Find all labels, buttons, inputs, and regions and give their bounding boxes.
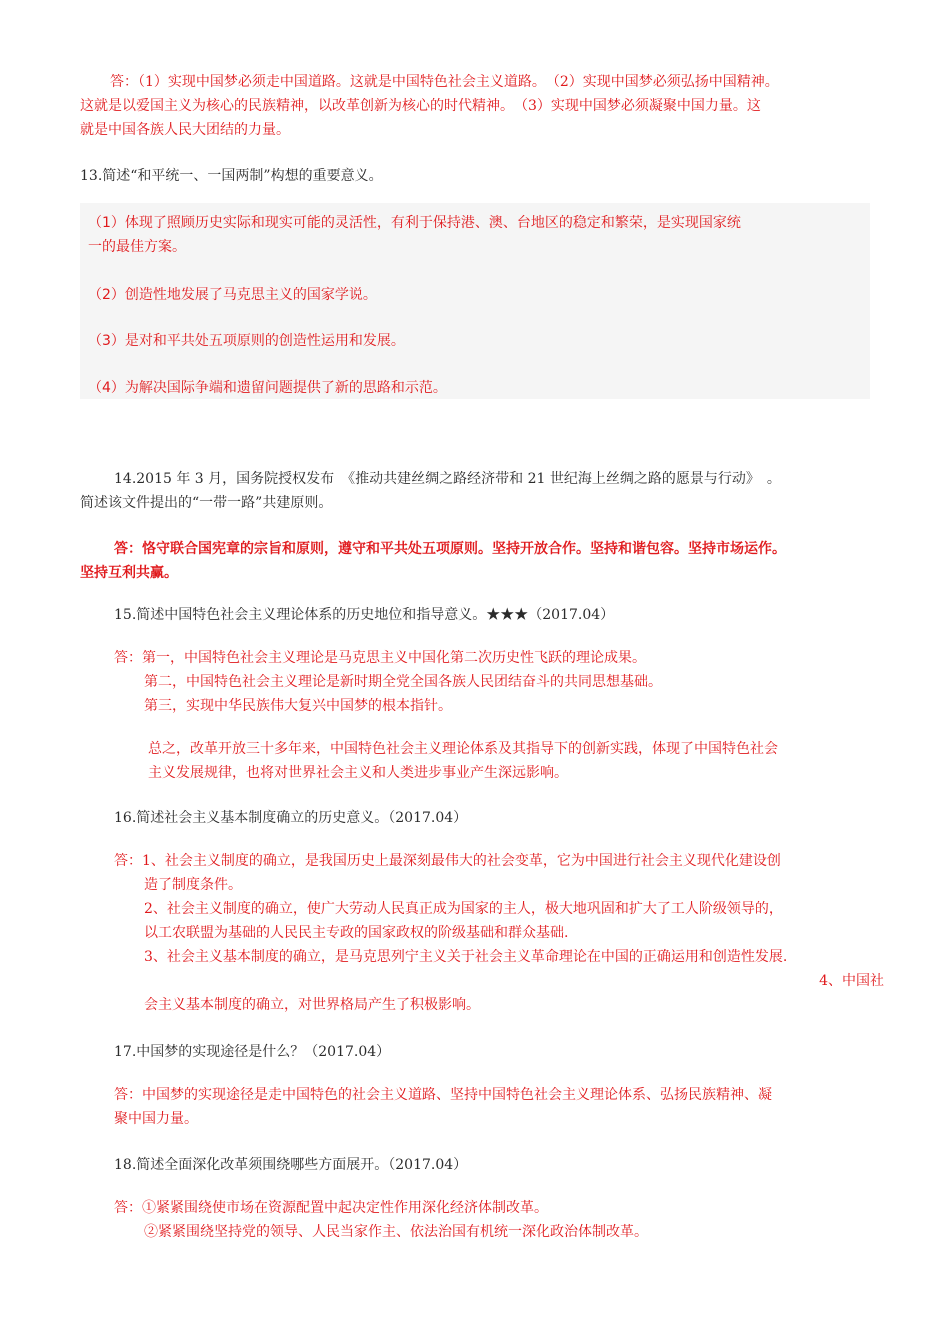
answer-16-point-4-end: 会主义基本制度的确立，对世界格局产生了积极影响。: [144, 997, 480, 1013]
answer-12-line3: 就是中国各族人民大团结的力量。: [80, 122, 290, 138]
answer-15-point-3: 第三，实现中华民族伟大复兴中国梦的根本指针。: [144, 698, 452, 714]
question-18: 18.简述全面深化改革须围绕哪些方面展开。（2017.04）: [114, 1157, 468, 1173]
answer-18: [114, 1196, 894, 1244]
answer-16-point-4-start: 4、中国社: [819, 973, 884, 989]
answer-16-point-3: 3、社会主义基本制度的确立，是马克思列宁主义关于社会主义革命理论在中国的正确运用和创造性发展.: [144, 949, 788, 965]
question-15: 15.简述中国特色社会主义理论体系的历史地位和指导意义。★★★（2017.04）: [114, 607, 615, 623]
answer-18-point-1: 答：①紧紧围绕使市场在资源配置中起决定性作用深化经济体制改革。: [114, 1200, 548, 1216]
answer-15-point-1: 答：第一，中国特色社会主义理论是马克思主义中国化第二次历史性飞跃的理论成果。: [114, 650, 646, 666]
answer-13-item-4: （4）为解决国际争端和遗留问题提供了新的思路和示范。: [88, 380, 447, 396]
answer-16-point-1: 答：1、社会主义制度的确立，是我国历史上最深刻最伟大的社会变革，它为中国进行社会主义现代化建设创 造了制度条件。: [114, 853, 781, 893]
answer-18-point-2: ②紧紧围绕坚持党的领导、人民当家作主、依法治国有机统一深化政治体制改革。: [144, 1224, 648, 1240]
answer-13-item-2: （2）创造性地发展了马克思主义的国家学说。: [88, 287, 377, 303]
answer-14: 答：恪守联合国宪章的宗旨和原则，遵守和平共处五项原则。坚持开放合作。坚持和谐包容。坚持市场运作。 坚持互利共赢。: [80, 541, 786, 581]
answer-15-point-2: 第二，中国特色社会主义理论是新时期全党全国各族人民团结奋斗的共同思想基础。: [144, 674, 662, 690]
answer-13-item-3: （3）是对和平共处五项原则的创造性运用和发展。: [88, 333, 405, 349]
answer-15: [114, 646, 894, 718]
answer-15-summary: 总之，改革开放三十多年来，中国特色社会主义理论体系及其指导下的创新实践，体现了中国特色社会 主义发展规律，也将对世界社会主义和人类进步事业产生深远影响。: [148, 741, 778, 781]
answer-12-line2: 这就是以爱国主义为核心的民族精神，以改革创新为核心的时代精神。 （3）实现中国梦必须凝聚中国力量。这: [80, 98, 761, 114]
question-16: 16.简述社会主义基本制度确立的历史意义。（2017.04）: [114, 810, 468, 826]
answer-12: [80, 70, 880, 142]
answer-13-item-1: （1）体现了照顾历史实际和现实可能的灵活性，有利于保持港、澳、台地区的稳定和繁荣，是实现国家统 一的最佳方案。: [88, 215, 741, 255]
question-17: 17.中国梦的实现途径是什么？（2017.04）: [114, 1044, 391, 1060]
answer-16: [114, 849, 884, 1017]
answer-12-line1: 答：（1）实现中国梦必须走中国道路。这就是中国特色社会主义道路。 （2）实现中国梦必须弘扬中国精神。: [110, 74, 779, 90]
question-13: 13.简述“和平统一、一国两制”构想的重要意义。: [80, 168, 383, 184]
answer-16-point-2: 2、社会主义制度的确立，使广大劳动人民真正成为国家的主人，极大地巩固和扩大了工人阶级领导的， 以工农联盟为基础的人民民主专政的国家政权的阶级基础和群众基础.: [144, 901, 783, 941]
question-14: 14.2015 年 3 月，国务院授权发布 《推动共建丝绸之路经济带和 21 世纪海上丝绸之路的愿景与行动》 。 简述该文件提出的“一带一路”共建原则。: [80, 471, 781, 511]
answer-17: 答：中国梦的实现途径是走中国特色的社会主义道路、坚持中国特色社会主义理论体系、弘扬民族精神、凝 聚中国力量。: [114, 1087, 772, 1127]
